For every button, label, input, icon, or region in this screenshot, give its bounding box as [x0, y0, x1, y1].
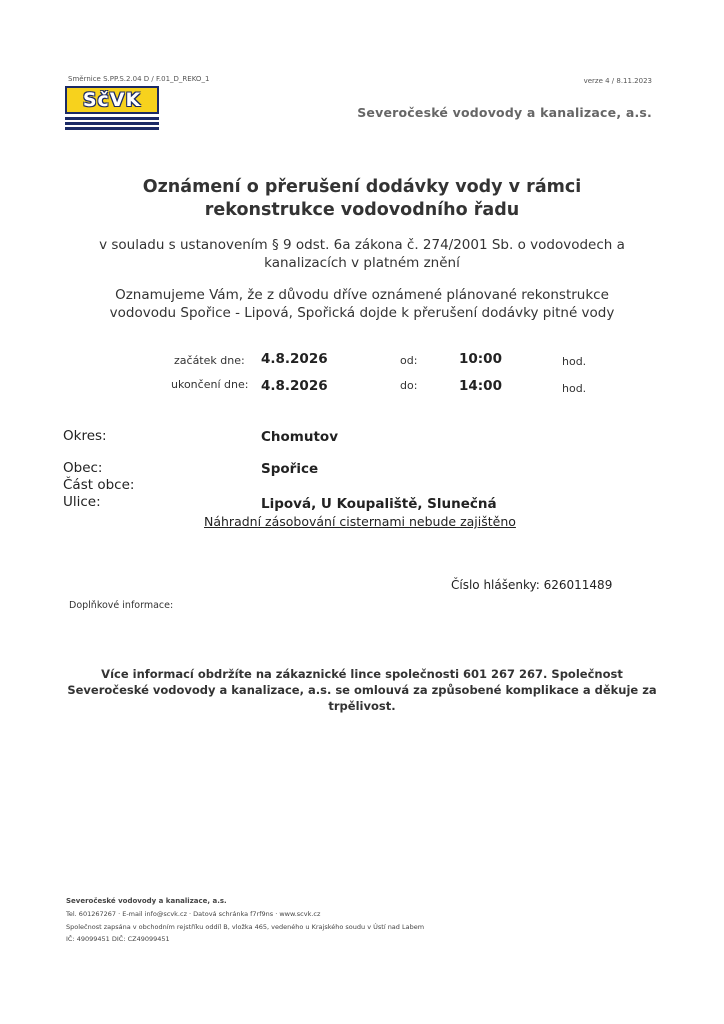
start-date: 4.8.2026: [261, 351, 328, 367]
contact-note: [0, 666, 724, 714]
notice-intro: [0, 286, 724, 322]
footer-registry: Společnost zapsána v obchodním rejstříku oddíl B, vložka 465, vedeného u Krajského soudu v Ústí nad Labem: [66, 923, 425, 931]
contact-line: trpělivost.: [328, 699, 396, 713]
from-label: od:: [400, 354, 418, 367]
part-label: Část obce:: [63, 477, 135, 493]
logo-text: SčVK: [65, 86, 159, 114]
hour-unit: hod.: [562, 382, 587, 395]
district-value: Chomutov: [261, 429, 338, 445]
legal-reference: [0, 236, 724, 272]
title-line: rekonstrukce vodovodního řadu: [204, 200, 520, 220]
hour-unit: hod.: [562, 355, 587, 368]
start-date-label: začátek dne:: [174, 354, 245, 367]
street-label: Ulice:: [63, 494, 101, 510]
municipality-value: Spořice: [261, 461, 319, 477]
legal-line: kanalizacích v platném znění: [264, 255, 460, 271]
additional-info-label: Doplňkové informace:: [69, 600, 174, 611]
report-label: Číslo hlášenky:: [451, 578, 540, 592]
company-logo: [65, 86, 159, 132]
logo-stripe: [65, 127, 159, 130]
to-label: do:: [400, 379, 418, 392]
to-time: 14:00: [459, 378, 502, 394]
logo-stripe: [65, 117, 159, 120]
logo-stripe: [65, 122, 159, 125]
end-date-label: ukončení dne:: [171, 378, 249, 391]
company-name-header: Severočeské vodovody a kanalizace, a.s.: [357, 105, 652, 120]
from-time: 10:00: [459, 351, 502, 367]
contact-line: Více informací obdržíte na zákaznické lince společnosti 601 267 267. Společnost: [101, 667, 623, 681]
title-line: Oznámení o přerušení dodávky vody v rámci: [142, 177, 582, 197]
legal-line: v souladu s ustanovením § 9 odst. 6a zákona č. 274/2001 Sb. o vodovodech a: [99, 237, 625, 253]
street-value: Lipová, U Koupaliště, Slunečná: [261, 496, 497, 512]
end-date: 4.8.2026: [261, 378, 328, 394]
report-value: 626011489: [543, 578, 613, 592]
report-number: [451, 578, 612, 592]
footer-company: Severočeské vodovody a kanalizace, a.s.: [66, 897, 227, 905]
municipality-label: Obec:: [63, 460, 103, 476]
notice-title: [0, 176, 724, 222]
intro-line: Oznamujeme Vám, že z důvodu dříve oznámené plánované rekonstrukce: [115, 287, 609, 303]
document-version: verze 4 / 8.11.2023: [583, 77, 652, 85]
supply-note: Náhradní zásobování cisternami nebude zajištěno: [204, 514, 516, 529]
district-label: Okres:: [63, 428, 107, 444]
footer-ids: IČ: 49099451 DIČ: CZ49099451: [66, 935, 170, 943]
contact-line: Severočeské vodovody a kanalizace, a.s. se omlouvá za způsobené komplikace a děkuje za: [67, 683, 657, 697]
intro-line: vodovodu Spořice - Lipová, Spořická dojde k přerušení dodávky pitné vody: [109, 305, 615, 321]
directive-reference: Směrnice S.PP.S.2.04 D / F.01_D_REKO_1: [68, 75, 210, 83]
footer-contacts: Tel. 601267267 · E-mail info@scvk.cz · Datová schránka f7rf9ns · www.scvk.cz: [66, 910, 321, 918]
